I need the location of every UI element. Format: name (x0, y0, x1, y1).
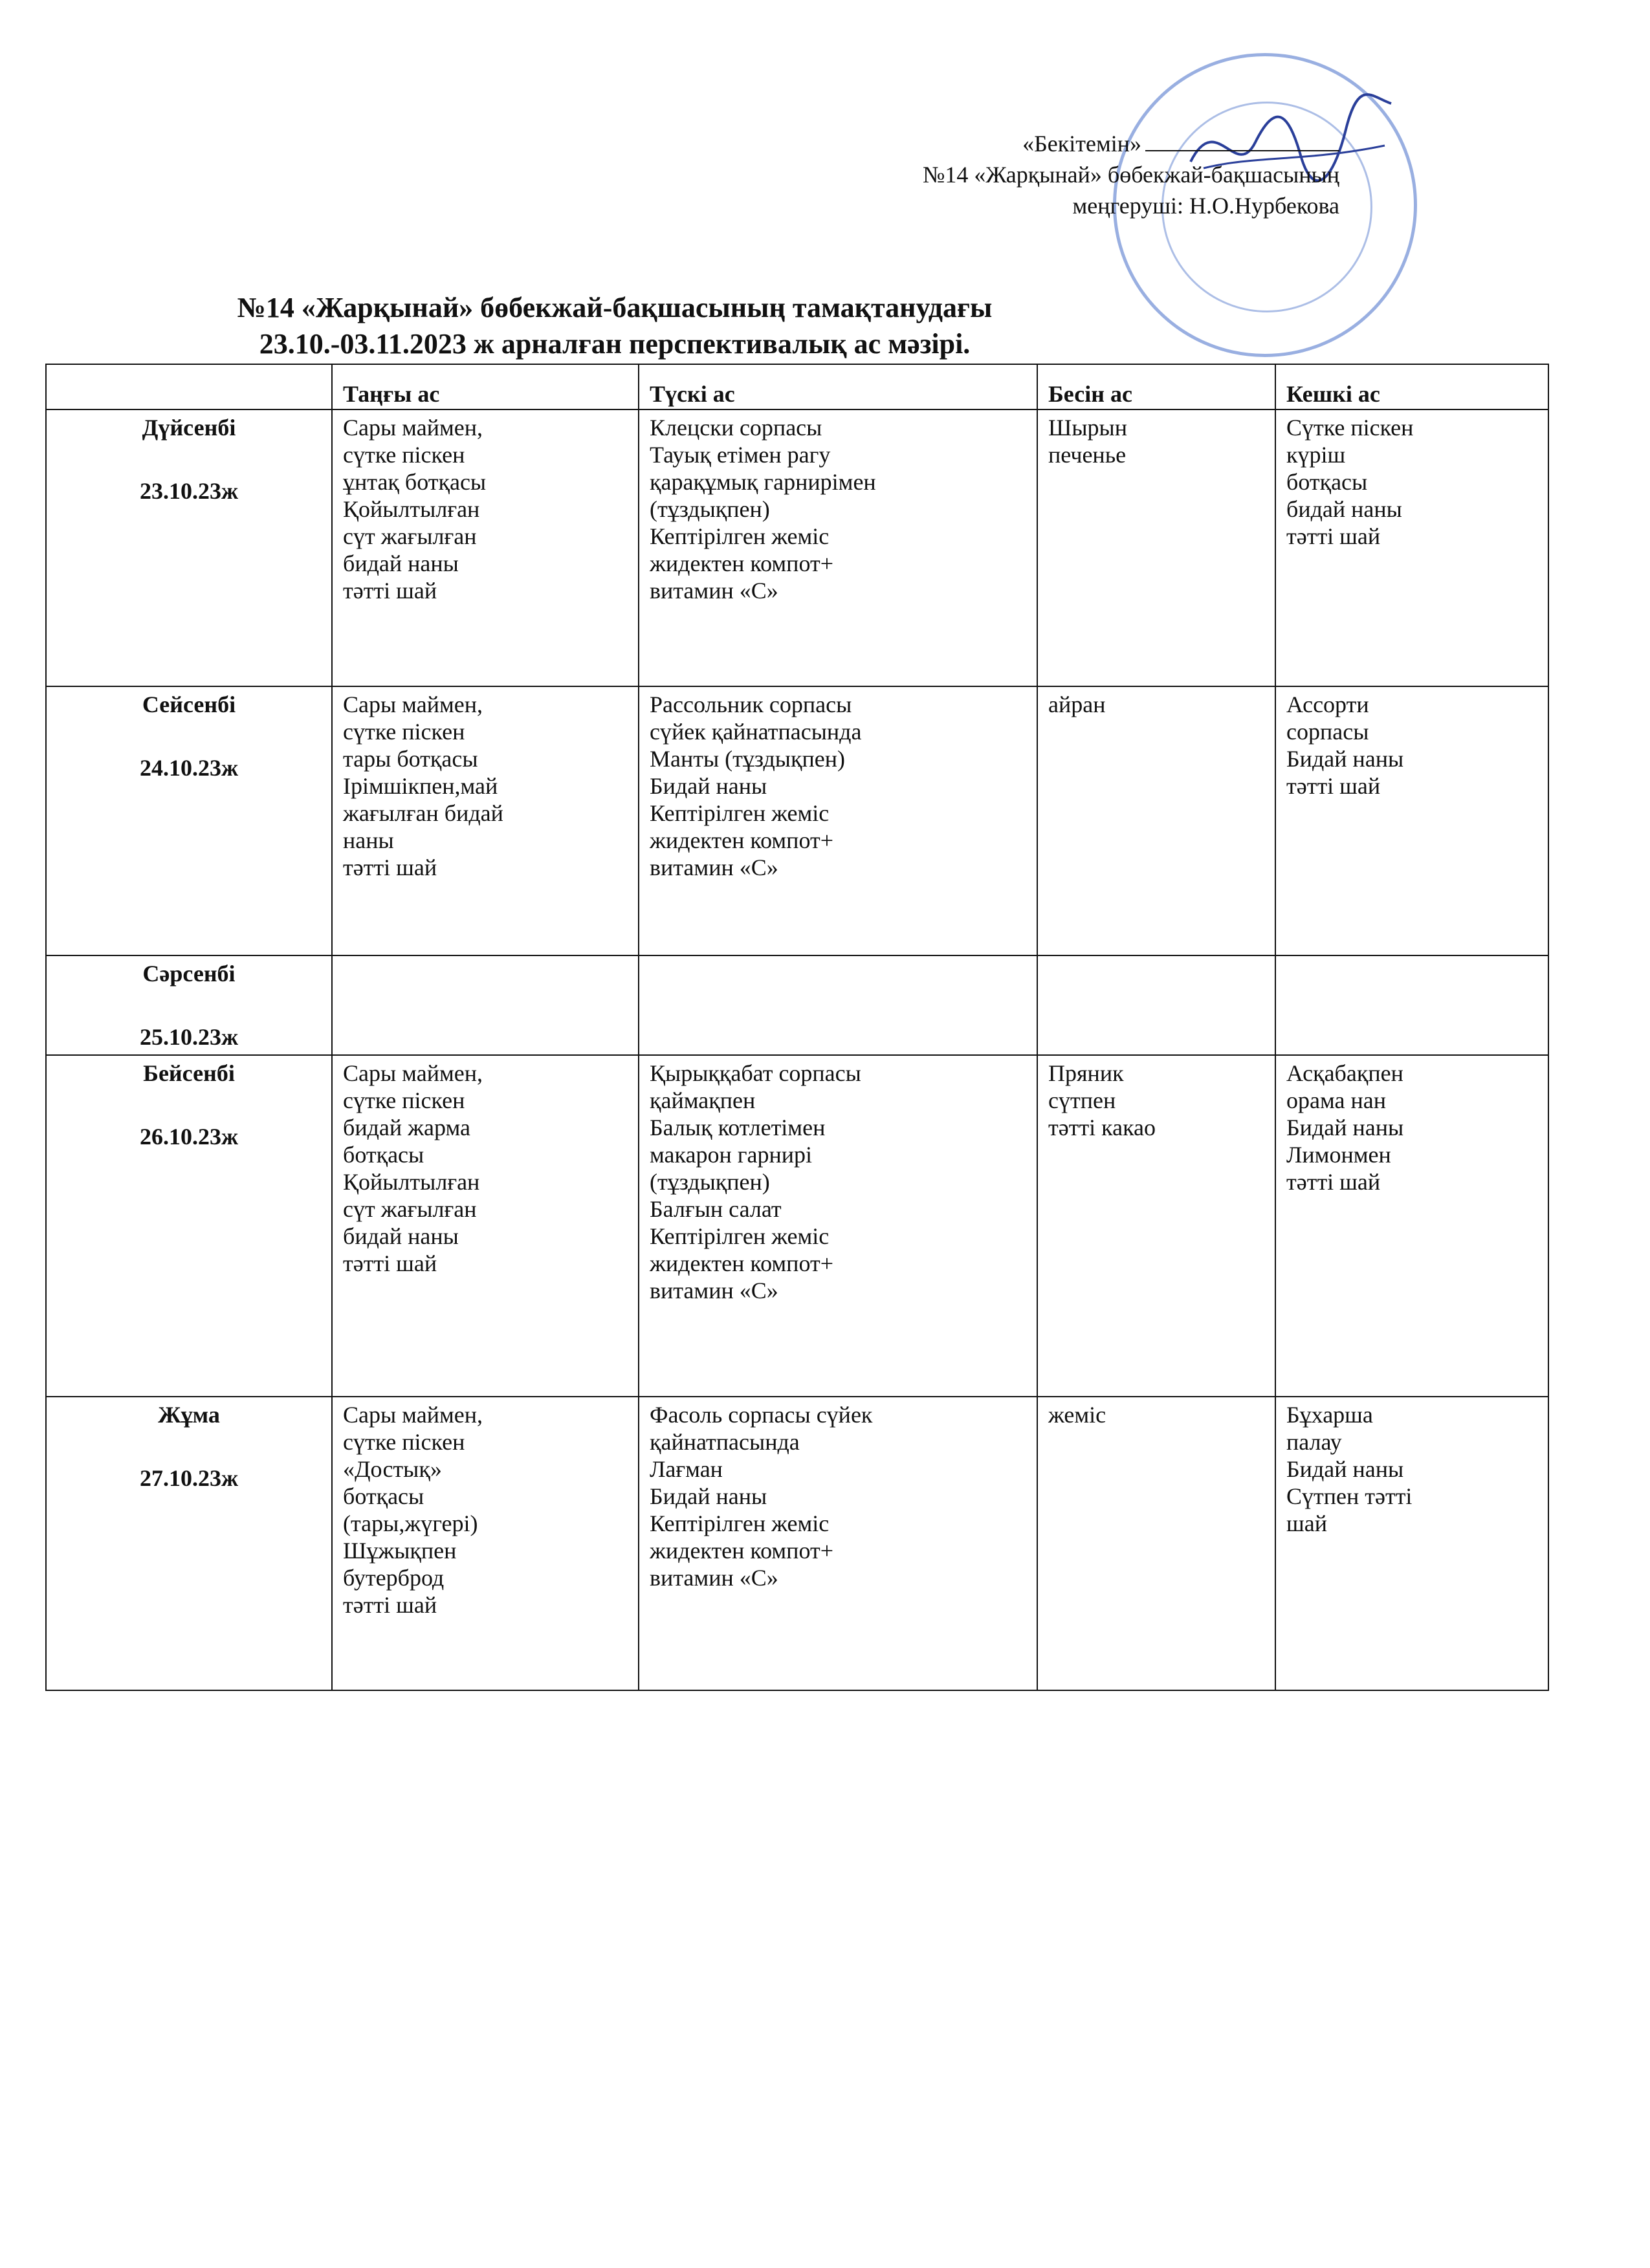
lunch-item-line: қаймақпен (650, 1087, 756, 1113)
breakfast-item-line: сүтке піскен (343, 719, 465, 745)
breakfast-cell (332, 686, 639, 955)
lunch-item-line: витамин «С» (650, 578, 778, 604)
lunch-item-line: Кептірілген жеміс (650, 800, 830, 826)
dinner-item-line: Бидай наны (1286, 1456, 1404, 1482)
lunch-item-line: Балғын салат (650, 1196, 782, 1222)
dinner-item-line: Лимонмен (1286, 1142, 1391, 1168)
dinner-cell (1275, 409, 1548, 686)
snack-item-line: печенье (1048, 442, 1127, 468)
breakfast-item-line: сүтке піскен (343, 1087, 465, 1113)
approval-block (923, 128, 1339, 221)
approval-approve-label: «Бекітемін» (1022, 131, 1141, 157)
breakfast-item-line: ботқасы (343, 1483, 424, 1509)
day-date: 23.10.23ж (139, 478, 239, 504)
lunch-item-line: (тұздықпен) (650, 496, 770, 522)
dinner-item-line: тәтті шай (1286, 773, 1381, 799)
breakfast-cell (332, 409, 639, 686)
snack-cell (1037, 409, 1275, 686)
dinner-item-line: Бидай наны (1286, 1115, 1404, 1140)
dinner-cell (1275, 1055, 1548, 1397)
day-cell (46, 955, 332, 1055)
dinner-item-line: Бұхарша (1286, 1402, 1373, 1428)
snack-item-line: жеміс (1048, 1402, 1106, 1428)
lunch-item-line: витамин «С» (650, 1565, 778, 1591)
day-cell (46, 1055, 332, 1397)
breakfast-item-line: сүтке піскен (343, 1429, 465, 1455)
snack-cell (1037, 1397, 1275, 1690)
lunch-item-line: Кептірілген жеміс (650, 1510, 830, 1536)
day-cell (46, 686, 332, 955)
lunch-item-line: Клецски сорпасы (650, 415, 822, 441)
table-row (46, 1397, 1548, 1690)
lunch-item-line: Тауық етімен рагу (650, 442, 831, 468)
breakfast-item-line: Қойылтылған (343, 496, 480, 522)
day-date: 24.10.23ж (139, 755, 239, 781)
snack-cell (1037, 1055, 1275, 1397)
breakfast-cell (332, 1055, 639, 1397)
breakfast-item-line: сүтке піскен (343, 442, 465, 468)
breakfast-item-line: тәтті шай (343, 855, 437, 880)
breakfast-item-line: бутерброд (343, 1565, 445, 1591)
dinner-item-line: Асқабақпен (1286, 1060, 1403, 1086)
breakfast-item-line: ұнтақ ботқасы (343, 469, 487, 495)
dinner-item-line: шай (1286, 1510, 1327, 1536)
day-name: Сейсенбі (142, 692, 236, 717)
dinner-item-line: Ассорти (1286, 692, 1369, 717)
lunch-cell (639, 686, 1037, 955)
dinner-item-line: күріш (1286, 442, 1346, 468)
day-date: 26.10.23ж (139, 1124, 239, 1150)
lunch-item-line: Манты (тұздықпен) (650, 746, 845, 772)
lunch-item-line: жидектен компот+ (650, 551, 834, 576)
day-cell (46, 409, 332, 686)
breakfast-item-line: Сары маймен, (343, 692, 483, 717)
breakfast-item-line: Шұжықпен (343, 1538, 457, 1564)
dinner-item-line: Сүтпен тәтті (1286, 1483, 1413, 1509)
approval-approve-line (923, 128, 1339, 159)
header-day (46, 364, 332, 409)
breakfast-item-line: наны (343, 827, 394, 853)
table-row (46, 409, 1548, 686)
approval-org-line: №14 «Жарқынай» бөбекжай-бақшасының (923, 162, 1339, 188)
lunch-item-line: жидектен компот+ (650, 827, 834, 853)
dinner-item-line: тәтті шай (1286, 523, 1381, 549)
breakfast-item-line: тәтті шай (343, 1250, 437, 1276)
lunch-item-line: Рассольник сорпасы (650, 692, 852, 717)
dinner-item-line: тәтті шай (1286, 1169, 1381, 1195)
breakfast-item-line: ботқасы (343, 1142, 424, 1168)
lunch-item-line: Кептірілген жеміс (650, 1223, 830, 1249)
header-lunch: Түскі ас (639, 364, 1037, 409)
table-row (46, 686, 1548, 955)
snack-item-line: айран (1048, 692, 1106, 717)
day-date: 27.10.23ж (139, 1465, 239, 1491)
breakfast-item-line: бидай жарма (343, 1115, 470, 1140)
day-name: Сәрсенбі (142, 961, 236, 987)
lunch-item-line: Балық котлетімен (650, 1115, 826, 1140)
breakfast-item-line: бидай наны (343, 551, 459, 576)
snack-cell (1037, 955, 1275, 1055)
breakfast-item-line: Сары маймен, (343, 1402, 483, 1428)
lunch-cell (639, 955, 1037, 1055)
snack-item-line: Шырын (1048, 415, 1127, 441)
dinner-item-line: палау (1286, 1429, 1342, 1455)
header-snack: Бесін ас (1037, 364, 1275, 409)
lunch-item-line: Кептірілген жеміс (650, 523, 830, 549)
breakfast-cell (332, 1397, 639, 1690)
table-row (46, 1055, 1548, 1397)
lunch-item-line: витамин «С» (650, 855, 778, 880)
lunch-item-line: Бидай наны (650, 1483, 767, 1509)
lunch-item-line: Фасоль сорпасы сүйек (650, 1402, 873, 1428)
breakfast-item-line: (тары,жүгері) (343, 1510, 478, 1536)
day-name: Жұма (158, 1402, 220, 1428)
lunch-cell (639, 409, 1037, 686)
table-header-row (46, 364, 1548, 409)
breakfast-item-line: Сары маймен, (343, 1060, 483, 1086)
lunch-cell (639, 1397, 1037, 1690)
dinner-item-line: ботқасы (1286, 469, 1368, 495)
table-row (46, 955, 1548, 1055)
day-name: Дүйсенбі (142, 415, 236, 441)
document-title (0, 290, 1229, 362)
breakfast-cell (332, 955, 639, 1055)
lunch-item-line: Қырыққабат сорпасы (650, 1060, 861, 1086)
day-date: 25.10.23ж (139, 1024, 239, 1050)
breakfast-item-line: Ірімшікпен,май (343, 773, 498, 799)
header-dinner: Кешкі ас (1275, 364, 1548, 409)
breakfast-item-line: сүт жағылған (343, 1196, 477, 1222)
breakfast-item-line: Қойылтылған (343, 1169, 480, 1195)
lunch-item-line: макарон гарнирі (650, 1142, 812, 1168)
lunch-item-line: жидектен компот+ (650, 1538, 834, 1564)
breakfast-item-line: Сары маймен, (343, 415, 483, 441)
lunch-cell (639, 1055, 1037, 1397)
dinner-item-line: бидай наны (1286, 496, 1402, 522)
breakfast-item-line: «Достық» (343, 1456, 442, 1482)
lunch-item-line: сүйек қайнатпасында (650, 719, 862, 745)
snack-item-line: сүтпен (1048, 1087, 1116, 1113)
lunch-item-line: жидектен компот+ (650, 1250, 834, 1276)
dinner-item-line: Бидай наны (1286, 746, 1404, 772)
lunch-item-line: Лағман (650, 1456, 723, 1482)
approval-head-line: меңгеруші: Н.О.Нурбекова (1072, 193, 1339, 219)
table-body (46, 409, 1548, 1690)
snack-item-line: тәтті какао (1048, 1115, 1156, 1140)
dinner-cell (1275, 1397, 1548, 1690)
breakfast-item-line: жағылған бидай (343, 800, 503, 826)
day-cell (46, 1397, 332, 1690)
snack-item-line: Пряник (1048, 1060, 1124, 1086)
menu-table (45, 364, 1549, 1691)
snack-cell (1037, 686, 1275, 955)
lunch-item-line: қарақұмық гарнирімен (650, 469, 876, 495)
signature-line (1145, 131, 1339, 151)
breakfast-item-line: сүт жағылған (343, 523, 477, 549)
dinner-cell (1275, 686, 1548, 955)
breakfast-item-line: бидай наны (343, 1223, 459, 1249)
breakfast-item-line: тары ботқасы (343, 746, 478, 772)
dinner-item-line: Сүтке піскен (1286, 415, 1414, 441)
header-breakfast: Таңғы ас (332, 364, 639, 409)
dinner-cell (1275, 955, 1548, 1055)
dinner-item-line: орама нан (1286, 1087, 1387, 1113)
day-name: Бейсенбі (143, 1060, 235, 1086)
dinner-item-line: сорпасы (1286, 719, 1369, 745)
title-line-2: 23.10.-03.11.2023 ж арналған перспективалық ас мәзірі. (259, 328, 971, 360)
lunch-item-line: Бидай наны (650, 773, 767, 799)
lunch-item-line: қайнатпасында (650, 1429, 800, 1455)
title-line-1: №14 «Жарқынай» бөбекжай-бақшасының тамақтанудағы (237, 292, 993, 323)
lunch-item-line: витамин «С» (650, 1278, 778, 1303)
lunch-item-line: (тұздықпен) (650, 1169, 770, 1195)
breakfast-item-line: тәтті шай (343, 1592, 437, 1618)
breakfast-item-line: тәтті шай (343, 578, 437, 604)
